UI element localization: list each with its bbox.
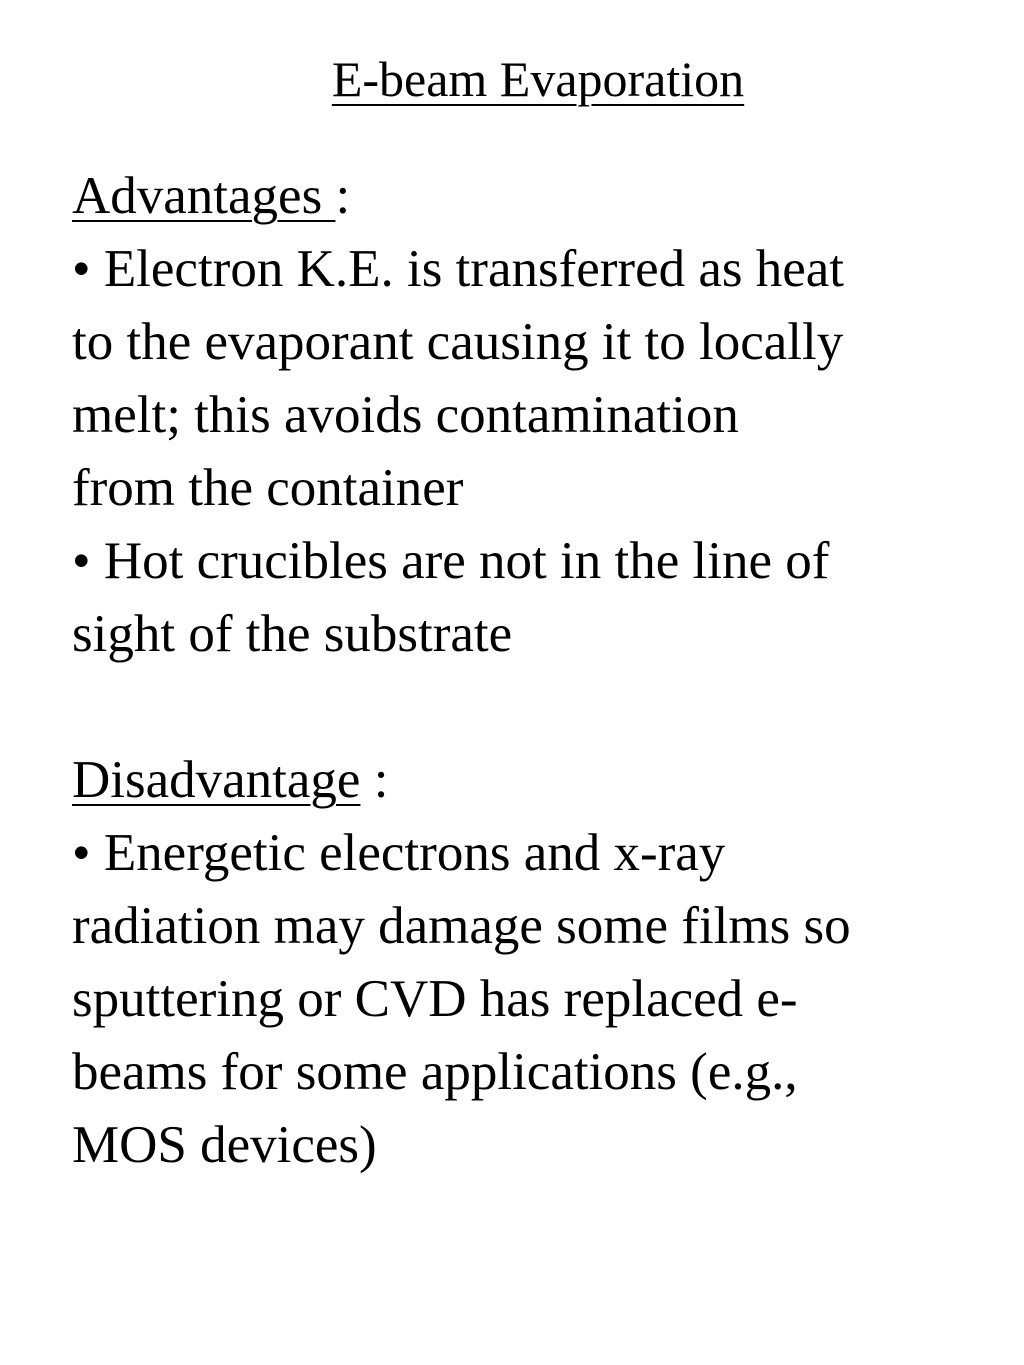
bullet-text: Electron K.E. is transferred as heat (103, 240, 845, 298)
disadvantage-heading (72, 744, 992, 817)
document-body (72, 160, 992, 1182)
bullet-line: radiation may damage some films so (72, 897, 851, 955)
advantage-bullet-2 (72, 525, 992, 671)
section-spacer (72, 671, 992, 744)
disadvantage-heading-colon: : (360, 751, 389, 809)
bullet-line: MOS devices) (72, 1116, 377, 1174)
bullet-marker: • (72, 824, 91, 882)
advantages-heading-colon: : (335, 167, 351, 225)
bullet-line (72, 525, 992, 598)
bullet-marker: • (72, 532, 91, 590)
bullet-line: beams for some applications (e.g., (72, 1043, 798, 1101)
page-title-text: E-beam Evaporation (331, 51, 745, 107)
bullet-line (72, 233, 992, 306)
advantages-heading (72, 160, 992, 233)
bullet-line (72, 817, 992, 890)
disadvantage-heading-text: Disadvantage (72, 751, 361, 809)
bullet-line: sight of the substrate (72, 605, 513, 663)
bullet-marker: • (72, 240, 91, 298)
bullet-line: to the evaporant causing it to locally (72, 313, 844, 371)
advantages-heading-text: Advantages (72, 167, 336, 225)
bullet-line: sputtering or CVD has replaced e- (72, 970, 798, 1028)
disadvantage-bullet-1 (72, 817, 992, 1182)
bullet-line: from the container (72, 459, 464, 517)
bullet-text: Hot crucibles are not in the line of (103, 532, 830, 590)
page-title (0, 44, 1024, 114)
bullet-line: melt; this avoids contamination (72, 386, 739, 444)
advantage-bullet-1 (72, 233, 992, 525)
bullet-text: Energetic electrons and x-ray (103, 824, 726, 882)
